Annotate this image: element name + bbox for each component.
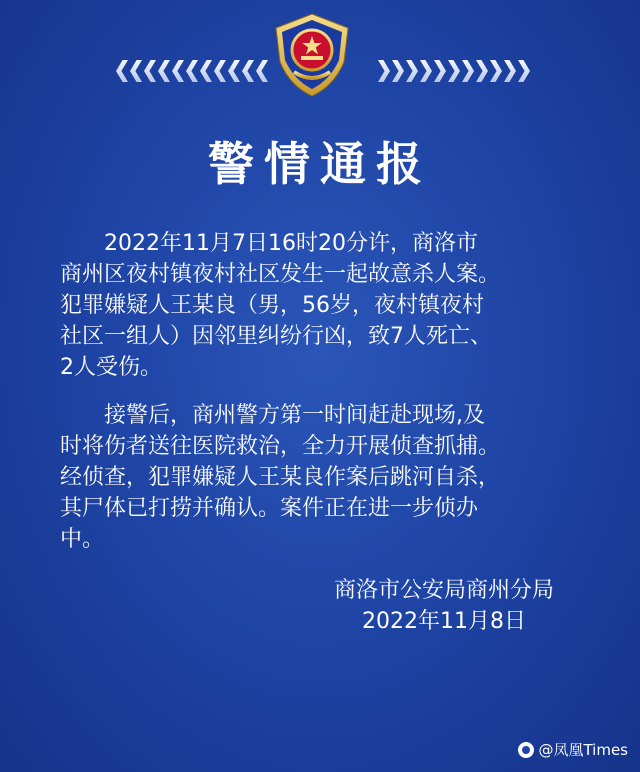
chevron-icon <box>476 60 488 82</box>
notice-paragraph-2 <box>60 400 586 555</box>
chevron-icon <box>256 60 268 82</box>
issue-date: 2022年11月8日 <box>362 609 526 634</box>
text-line: 中。 <box>60 527 105 552</box>
weibo-logo-icon <box>518 742 534 758</box>
text-line: 犯罪嫌疑人王某良（男，56岁，夜村镇夜村 <box>60 293 484 318</box>
chevron-icon <box>158 60 170 82</box>
chevron-icon <box>116 60 128 82</box>
text-line: 2人受伤。 <box>60 355 162 380</box>
chevron-icon <box>144 60 156 82</box>
chevron-icon <box>172 60 184 82</box>
text-line: 2022年11月7日16时20分许，商洛市 <box>60 231 478 256</box>
chevron-icon <box>490 60 502 82</box>
chevron-icon <box>130 60 142 82</box>
page-title: 警情通报 <box>208 137 432 191</box>
text-line: 经侦查，犯罪嫌疑人王某良作案后跳河自杀， <box>60 465 501 490</box>
text-line: 社区一组人）因邻里纠纷行凶，致7人死亡、 <box>60 324 492 349</box>
police-emblem-icon <box>272 12 352 98</box>
chevron-icon <box>200 60 212 82</box>
chevron-icon <box>518 60 530 82</box>
chevron-icon <box>434 60 446 82</box>
chevron-icon <box>378 60 390 82</box>
chevron-icon <box>448 60 460 82</box>
text-line: 商州区夜村镇夜村社区发生一起故意杀人案。 <box>60 262 501 287</box>
chevron-icon <box>186 60 198 82</box>
left-chevron-band <box>116 58 268 84</box>
text-line: 接警后，商州警方第一时间赶赴现场,及 <box>60 403 485 428</box>
chevron-icon <box>242 60 254 82</box>
chevron-icon <box>214 60 226 82</box>
watermark <box>518 739 628 760</box>
signature-block <box>334 575 554 637</box>
chevron-icon <box>420 60 432 82</box>
chevron-icon <box>462 60 474 82</box>
notice-paragraph-1 <box>60 228 586 383</box>
chevron-icon <box>392 60 404 82</box>
chevron-icon <box>504 60 516 82</box>
issuer-name: 商洛市公安局商州分局 <box>333 578 554 603</box>
right-chevron-band <box>378 58 530 84</box>
chevron-icon <box>228 60 240 82</box>
watermark-text: @凤凰Times <box>538 741 628 759</box>
text-line: 时将伤者送往医院救治，全力开展侦查抓捕。 <box>60 434 501 459</box>
chevron-icon <box>406 60 418 82</box>
text-line: 其尸体已打捞并确认。案件正在进一步侦办 <box>60 496 479 521</box>
